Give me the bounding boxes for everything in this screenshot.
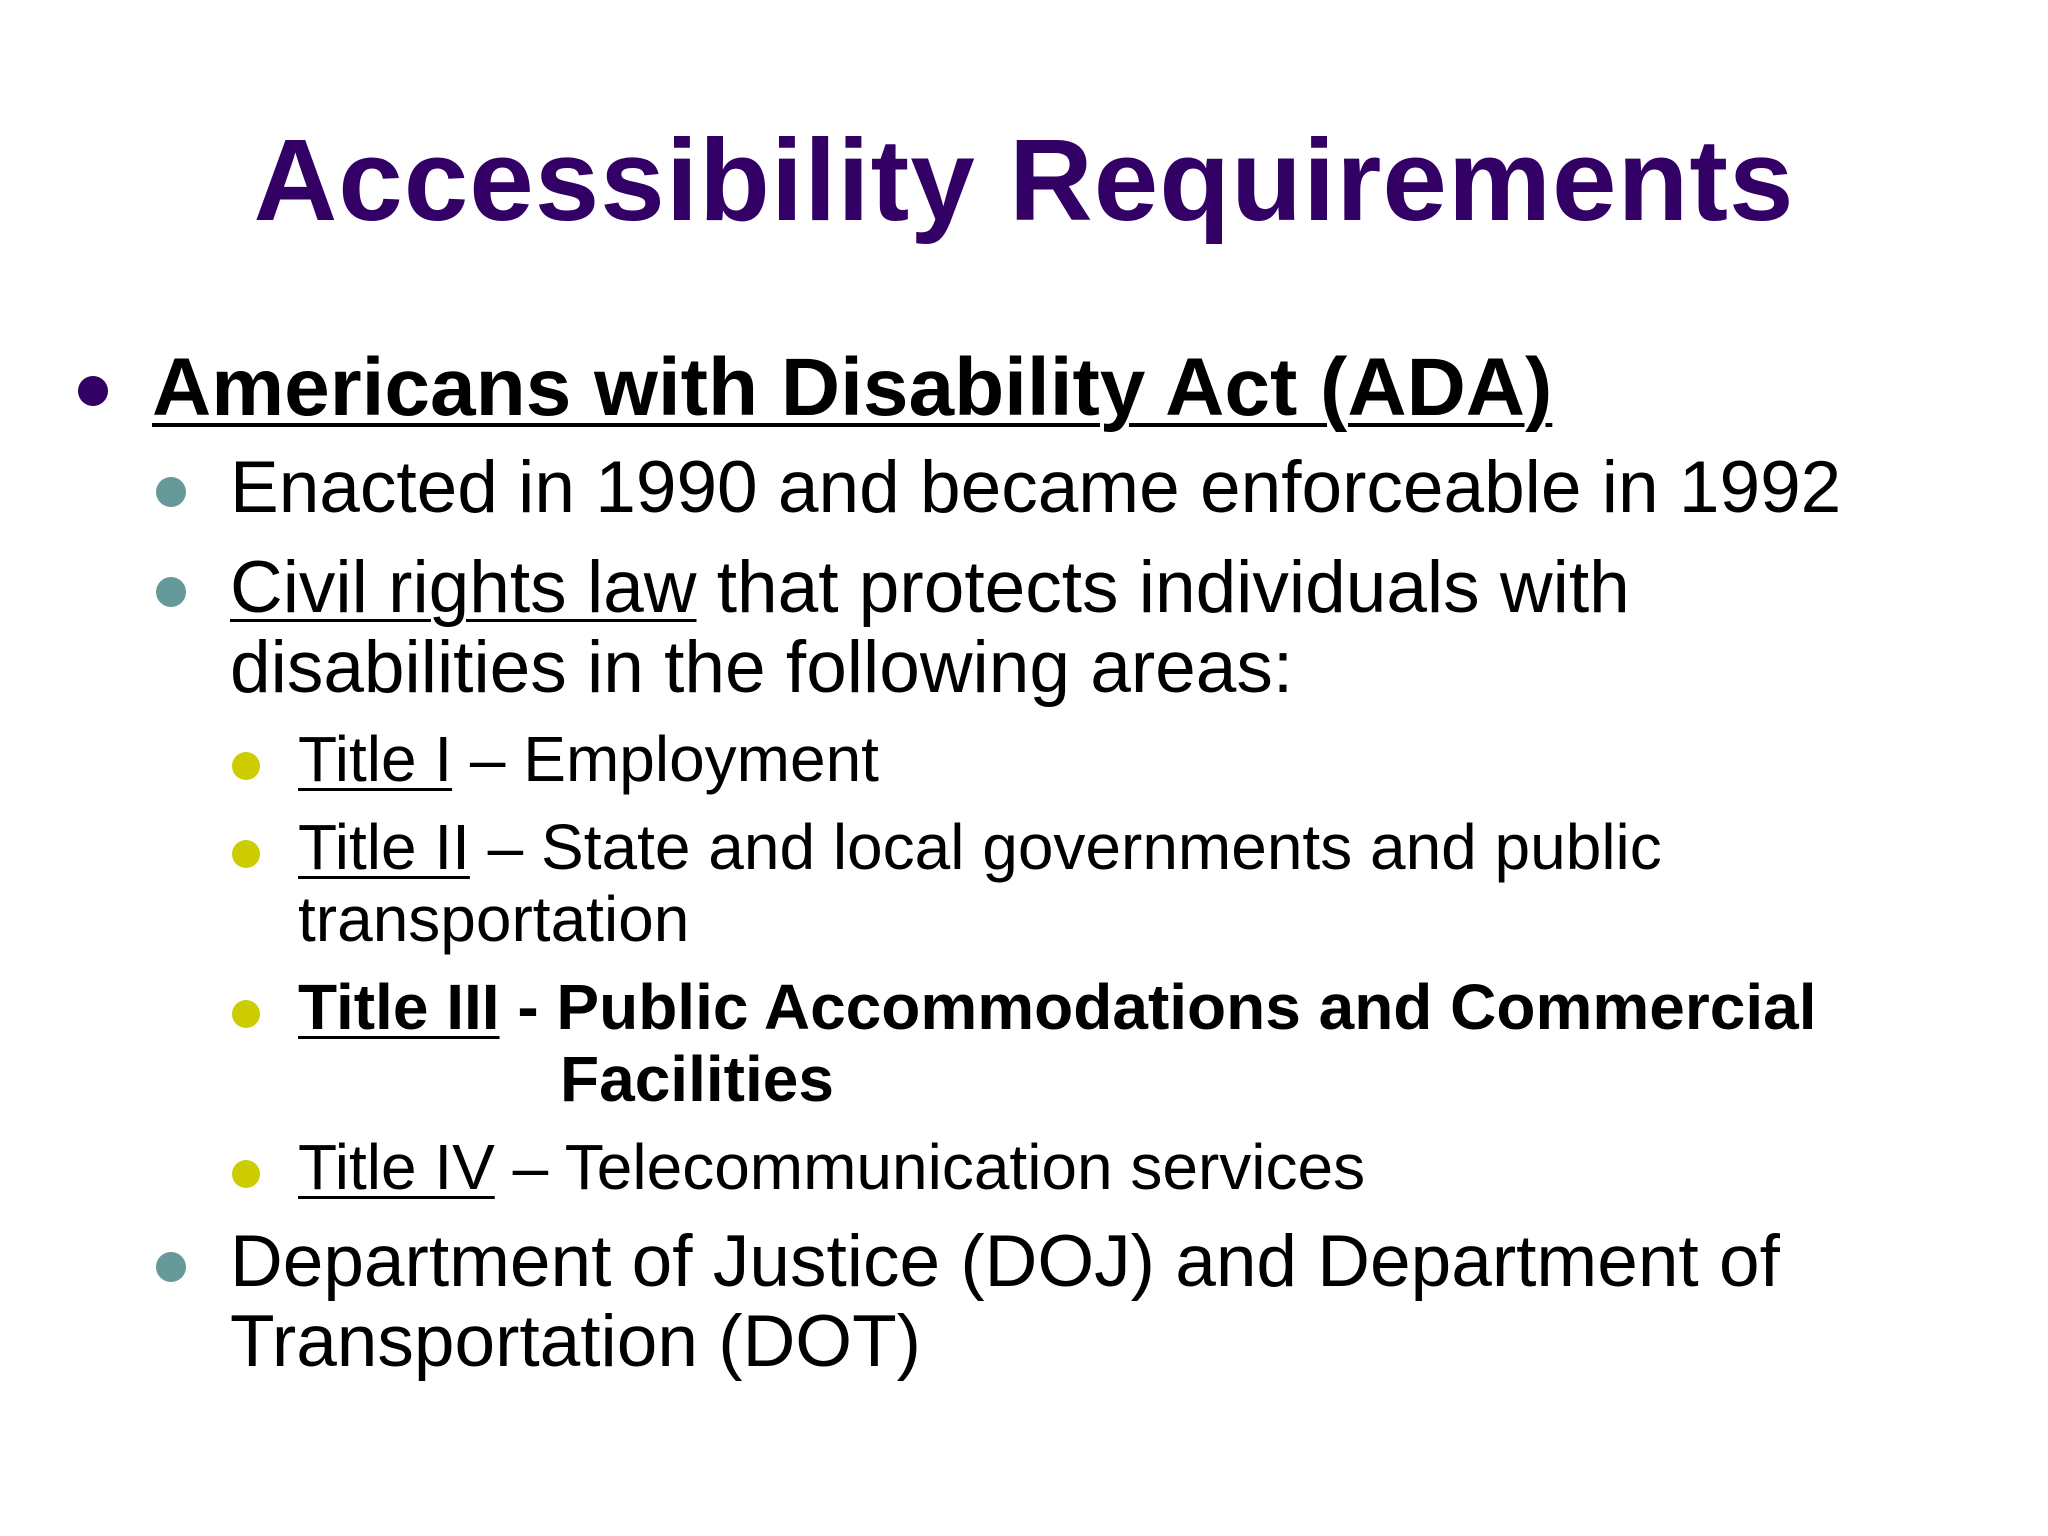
title-i-desc: – Employment <box>452 723 879 795</box>
slide-title: Accessibility Requirements <box>253 115 1795 245</box>
title-iii-desc: - Public Accommodations and Commercial <box>499 971 1817 1043</box>
bullet-level2 <box>156 577 186 607</box>
bullet-level1 <box>78 376 108 406</box>
civil-rights-rest: that protects individuals with <box>696 547 1630 628</box>
bullet-level3 <box>232 752 260 780</box>
bullet-level3 <box>232 840 260 868</box>
bullet-level3 <box>232 1160 260 1188</box>
civil-rights-line1 <box>230 546 1630 630</box>
title-iii-desc-line2: Facilities <box>560 1043 834 1115</box>
doj-dot-line2: Transportation (DOT) <box>230 1301 921 1382</box>
bullet-level2 <box>156 1252 186 1282</box>
enacted-text: Enacted in 1990 and became enforceable in 1992 <box>230 447 1842 528</box>
title-ii-item <box>298 810 1662 884</box>
title-ii-desc-line2: transportation <box>298 883 690 955</box>
title-i-item <box>298 722 879 796</box>
title-iv-desc: – Telecommunication services <box>494 1131 1366 1203</box>
title-iii-link[interactable]: Title III <box>298 971 500 1043</box>
bullet-level3 <box>232 1000 260 1028</box>
bullet-level2 <box>156 477 186 507</box>
title-ii-link[interactable]: Title II <box>298 811 470 883</box>
civil-rights-link[interactable]: Civil rights law <box>230 547 697 628</box>
ada-heading[interactable]: Americans with Disability Act (ADA) <box>152 342 1553 433</box>
title-i-link[interactable]: Title I <box>298 723 453 795</box>
doj-dot-line1: Department of Justice (DOJ) and Department of <box>230 1221 1780 1302</box>
title-iv-item <box>298 1130 1365 1204</box>
title-ii-desc: – State and local governments and public <box>469 811 1662 883</box>
civil-rights-line2: disabilities in the following areas: <box>230 627 1294 708</box>
title-iii-item <box>298 970 1817 1044</box>
title-iv-link[interactable]: Title IV <box>298 1131 495 1203</box>
